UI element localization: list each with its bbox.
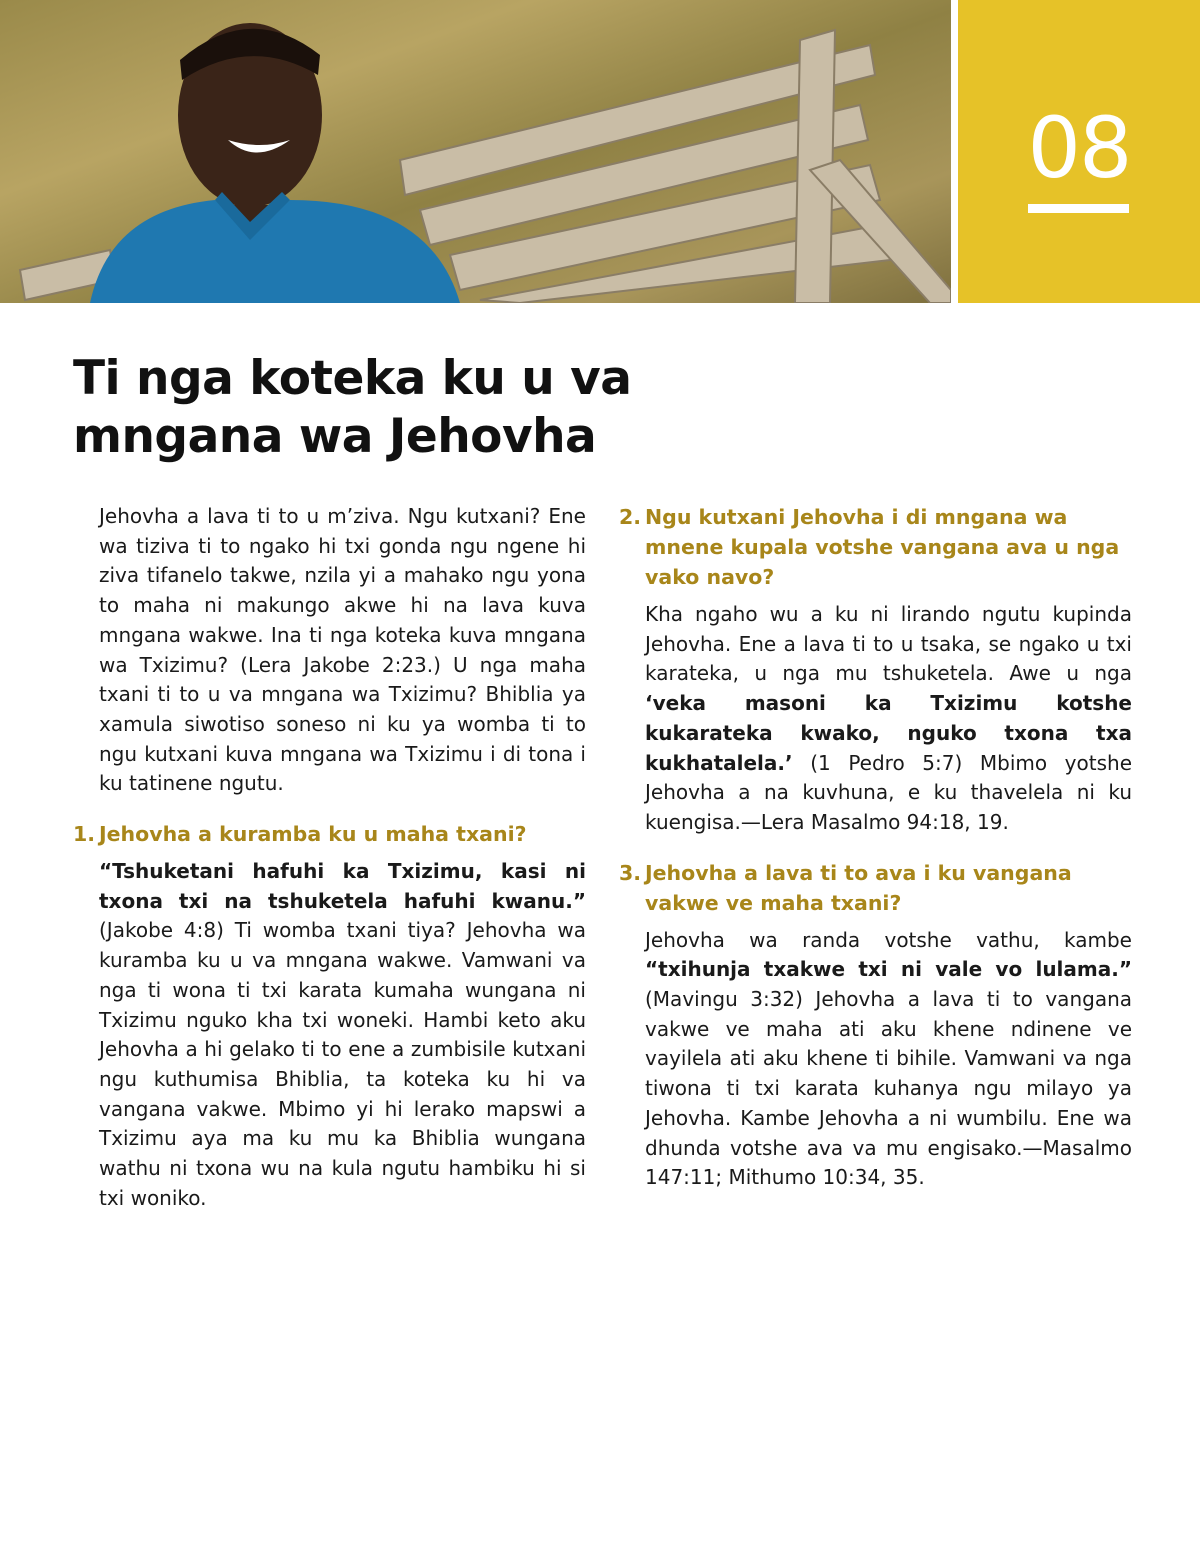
header-photo <box>0 0 951 303</box>
question-heading <box>619 502 1132 592</box>
answer-text: (1 Pedro 5:7) Mbimo yotshe Jehovha a na kuvhuna, e ku thavelela ni ku kuengisa.—Lera Masalmo 94:18, 19. <box>645 750 1132 834</box>
question-number: 2. <box>619 505 642 529</box>
answer-text: (Jakobe 4:8) Ti womba txani tiya? Jehovha wa kuramba ku u va mngana wakwe. Vamwani va nga ti wona ti txi karata kumaha wungana ni Txizimu nguko kha txi woneki. Hambi keto aku Jehovha a hi gelako ti to ene a zumbisile kutxani ngu kuthumisa Bhiblia, ta koteka ku hi va vangana vakwe. Mbimo yi hi lerako mapswi a Txizimu aya ma ku mu ka Bhiblia wungana wathu ni txona wu na kula ngutu hambiku hi si txi woniko. <box>99 918 586 1210</box>
chapter-badge <box>958 0 1200 303</box>
scripture-quote: “Tshuketani hafuhi ka Txizimu, kasi ni txona txi na tshuketela hafuhi kwanu.” <box>99 859 586 913</box>
question-heading <box>619 858 1132 918</box>
answer-paragraph <box>645 926 1132 1193</box>
answer-text: (Mavingu 3:32) Jehovha a lava ti to vangana vakwe ve maha ati aku khene ndinene ve vayilela ati aku khene ti bihile. Vamwani va nga tiwona ti txi karata kuhanya ngu milayo ya Jehovha. Kambe Jehovha a ni wumbilu. Ene wa dhunda votshe ava va mu engisako.—Masalmo 147:11; Mithumo 10:34, 35. <box>645 987 1132 1190</box>
man-on-bench-illustration <box>0 0 951 303</box>
question-number: 1. <box>73 822 96 847</box>
question-text: Ngu kutxani Jehovha i di mngana wa mnene kupala votshe vangana ava u nga vako navo? <box>645 505 1120 589</box>
answer-text: Jehovha wa randa votshe vathu, kambe <box>645 927 1132 952</box>
page-title: Ti nga koteka ku u va mngana wa Jehovha <box>73 351 632 464</box>
left-column <box>73 502 586 1213</box>
answer-paragraph <box>645 600 1132 838</box>
right-column <box>619 502 1132 1193</box>
scripture-quote: ‘veka masoni ka Txizimu kotshe kukarateka kwako, nguko txona txa kukhatalela.’ <box>645 691 1132 775</box>
answer-paragraph <box>99 857 586 1213</box>
intro-paragraph: Jehovha a lava ti to u m’ziva. Ngu kutxani? Ene wa tiziva ti to ngako hi txi gonda ngu ngene hi ziva tifanelo takwe, nzila yi a mahako ngu yona to maha ni makungo akwe hi na lava kuva mngana wakwe. Ina ti nga koteka kuva mngana wa Txizimu? (Lera Jakobe 2:23.) U nga maha txani ti to u va mngana wa Txizimu? Bhiblia ya xamula siwotiso soneso ni ku ya womba ti to ngu kutxani kuva mngana wa Txizimu i di tona i ku tatinene ngutu. <box>99 504 586 796</box>
chapter-number: 08 <box>1027 99 1131 197</box>
question-text: Jehovha a lava ti to ava i ku vangana vakwe ve maha txani? <box>645 860 1072 915</box>
question-text: Jehovha a kuramba ku u maha txani? <box>99 822 527 847</box>
question-number: 3. <box>619 860 642 885</box>
chapter-underline <box>1028 204 1129 213</box>
question-heading <box>73 819 586 849</box>
scripture-quote: “txihunja txakwe txi ni vale vo lulama.” <box>645 957 1132 982</box>
answer-text: Kha ngaho wu a ku ni lirando ngutu kupinda Jehovha. Ene a lava ti to u tsaka, se ngako u txi karateka, u nga mu tshuketela. Awe u nga <box>645 602 1132 686</box>
